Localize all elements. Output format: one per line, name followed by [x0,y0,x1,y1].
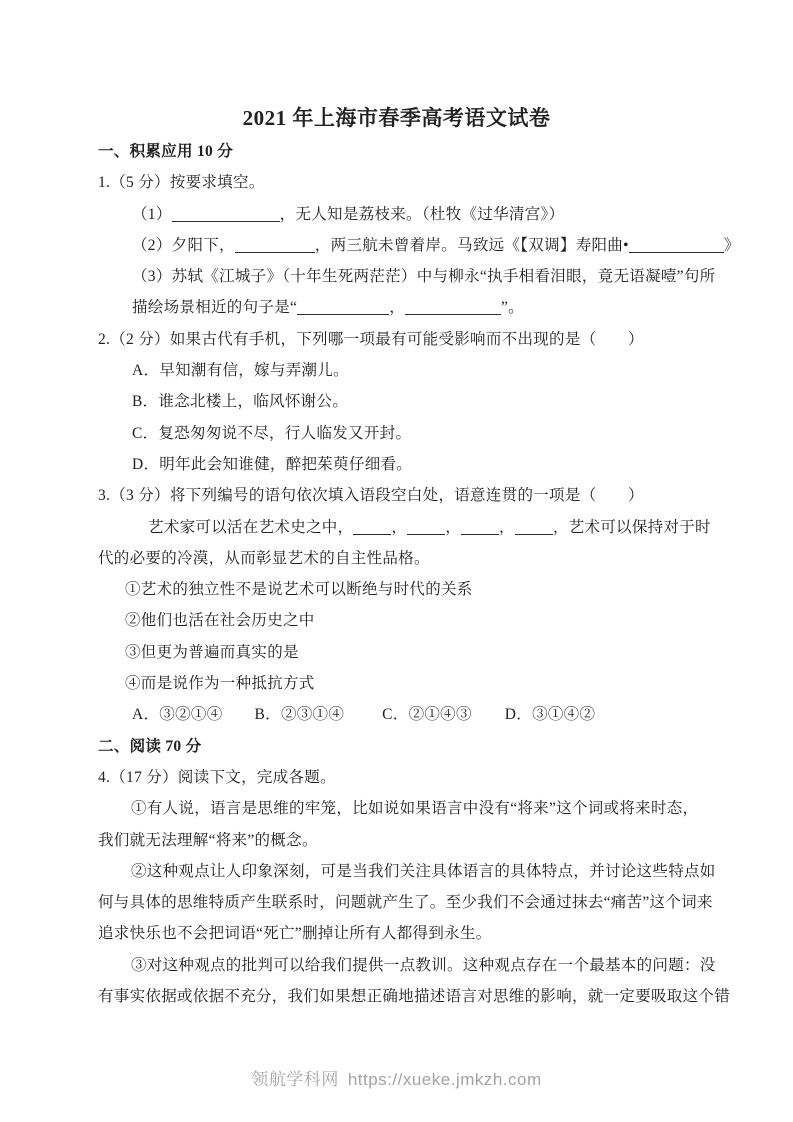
q4-para-2-line-3: 追求快乐也不会把词语“死亡”删掉让所有人都得到永生。 [98,925,492,943]
page-title: 2021 年上海市春季高考语文试卷 [242,106,551,130]
q1-item-3-line-1: （3）苏轼《江城子》（十年生死两茫茫）中与柳永“执手相看泪眼，竟无语凝噎”句所 [132,268,716,286]
q3-choices-row: A．③②①④ B．②③①④ C．②①④③ D．③①④② [132,706,596,724]
watermark-url: https://xueke.jmkzh.com [347,1070,542,1089]
q4-para-1-line-1: ①有人说，语言是思维的牢笼，比如说如果语言中没有“将来”这个词或将来时态， [131,800,699,818]
q2-choice-c: C．复恐匆匆说不尽，行人临发又开封。 [132,424,412,442]
q3-sentence-2: ②他们也活在社会历史之中 [125,612,315,630]
q4-para-1-line-2: 我们就无法理解“将来”的概念。 [98,831,318,849]
q1-item-1: （1） ，无人知是荔枝来。（杜牧《过华清宫》） [132,205,565,223]
q3-passage-line-1: 艺术家可以活在艺术史之中， ， ， ， ，艺术可以保持对于时 [148,518,711,536]
fill-in-blank [405,302,501,315]
fill-in-blank [461,522,499,535]
fill-in-blank [407,522,445,535]
section-1-heading: 一、积累应用 10 分 [98,143,234,160]
fill-in-blank [172,209,280,222]
q2-stem: 2.（2 分）如果古代有手机，下列哪一项最有可能受影响而不出现的是（ ） [98,330,644,348]
watermark-site-name: 领航学科网 [251,1070,339,1089]
q1-item-2: （2）夕阳下， ，两三航未曾着岸。马致远《【双调】寿阳曲• 》 [132,236,740,254]
q3-sentence-3: ③但更为普遍而真实的是 [125,643,299,661]
fill-in-blank [629,240,724,253]
q2-choice-d: D．明年此会知谁健，醉把茱萸仔细看。 [132,455,413,473]
q4-stem: 4.（17 分）阅读下文，完成各题。 [98,768,336,786]
q3-sentence-1: ①艺术的独立性不是说艺术可以断绝与时代的关系 [125,581,473,599]
q3-passage-line-2: 代的必要的冷漠，从而彰显艺术的自主性品格。 [98,549,430,567]
q4-para-3-line-1: ③对这种观点的批判可以给我们提供一点教训。这种观点存在一个最基本的问题：没 [131,956,716,974]
fill-in-blank [235,240,315,253]
fill-in-blank [297,302,389,315]
section-2-heading: 二、阅读 70 分 [98,737,202,755]
q1-stem: 1.（5 分）按要求填空。 [98,174,265,192]
q1-item-3-line-2: 描绘场景相近的句子是“ ， ”。 [132,299,524,317]
fill-in-blank [353,522,391,535]
q2-choice-a: A．早知潮有信，嫁与弄潮儿。 [132,362,349,380]
document-body [0,136,793,1012]
q4-para-3-line-2: 有事实依据或依据不充分，我们如果想正确地描述语言对思维的影响，就一定要吸取这个错 [98,988,731,1006]
q2-choice-b: B．谁念北楼上，临风怀谢公。 [132,393,349,411]
q3-stem: 3.（3 分）将下列编号的语句依次填入语段空白处，语意连贯的一项是（ ） [98,487,644,505]
q4-para-2-line-2: 何与具体的思维特质产生联系时，问题就产生了。至少我们不会通过抹去“痛苦”这个词来 [98,894,713,912]
q4-para-2-line-1: ②这种观点让人印象深刻，可是当我们关注具体语言的具体特点，并讨论这些特点如 [131,862,716,880]
watermark-footer [0,1065,793,1090]
fill-in-blank [515,522,553,535]
q3-sentence-4: ④而是说作为一种抵抗方式 [125,675,315,693]
